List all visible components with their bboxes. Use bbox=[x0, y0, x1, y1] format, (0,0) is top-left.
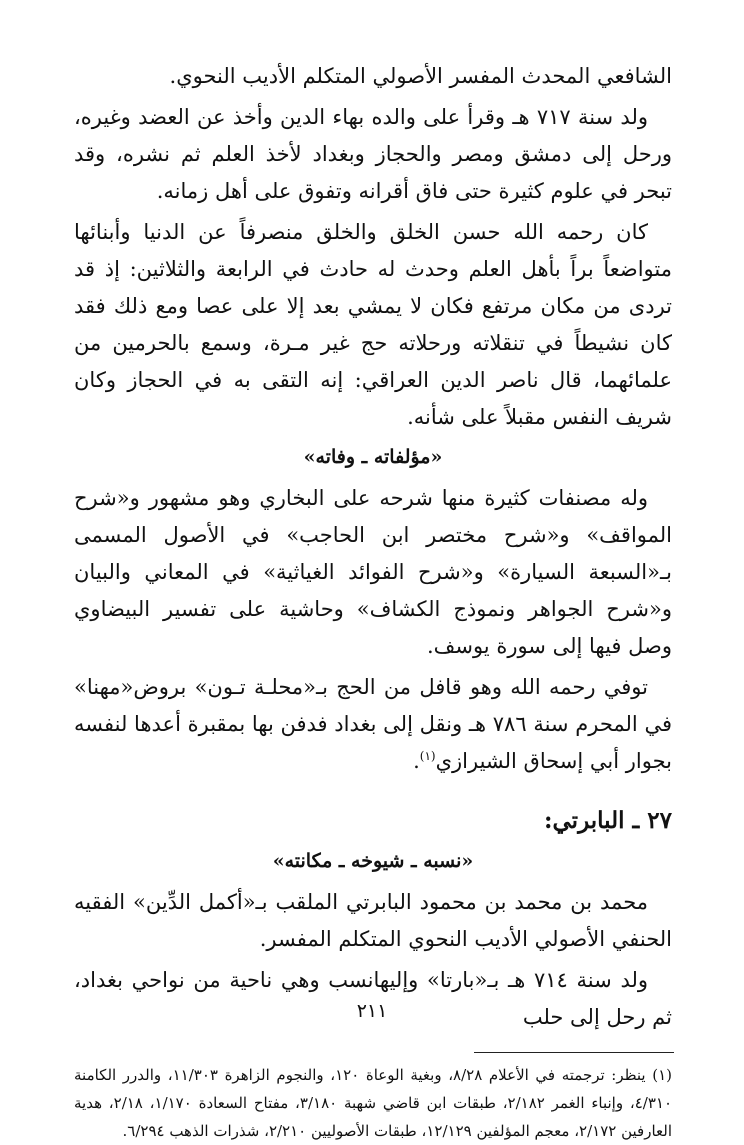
section-heading-lineage: «نسبه ـ شيوخه ـ مكانته» bbox=[272, 850, 474, 872]
paragraph-2: ولد سنة ٧١٧ هـ وقرأ على والده بهاء الدين وأخذ عن العضد وغيره، ورحل إلى دمشق ومصر والحجاز وبغداد لأخذ العلم ثم نشره، وقد تبحر في علوم كثيرة حتى فاق أقرانه وتفوق على أهل زمانه. bbox=[74, 105, 672, 203]
paragraph-4: وله مصنفات كثيرة منها شرحه على البخاري وهو مشهور و«شرح المواقف» و«شرح مختصر ابن الحاجب» في الأصول المسمى بـ«السبعة السيارة» و«شرح الفوائد الغياثية» في المعاني والبيان و«شرح الجواهر ونموذج الكشاف» وحاشية على تفسير البيضاوي وصل فيها إلى سورة يوسف. bbox=[74, 486, 672, 658]
section-heading-works-death: «مؤلفاته ـ وفاته» bbox=[303, 446, 443, 468]
footnote-text: (١) ينظر: ترجمته في الأعلام ٨/٢٨، وبغية الوعاة ١٢٠، والنجوم الزاهرة ١١/٣٠٣، والدرر الكامنة ٤/٣١٠، وإنباء الغمر ٢/١٨٢، طبقات ابن قاضي شهبة ٣/١٨٠، مفتاح السعادة ١/١٧٠، ٢/١٨، هدية العارفين ٢/١٧٢، معجم المؤلفين ١٢/١٢٩، طبقات الأصوليين ٢/٢١٠، شذرات الذهب ٦/٢٩٤. bbox=[74, 1066, 672, 1140]
paragraph-7: ولد سنة ٧١٤ هـ بـ«بارتا» وإليهانسب وهي ناحية من نواحي بغداد، ثم رحل إلى حلب bbox=[74, 968, 672, 1029]
paragraph-1: الشافعي المحدث المفسر الأصولي المتكلم الأديب النحوي. bbox=[169, 64, 672, 88]
paragraph-3: كان رحمه الله حسن الخلق والخلق منصرفاً عن الدنيا وأبنائها متواضعاً براً بأهل العلم وحدث له حادث في الرابعة والثلاثين: إذ قد تردى من مكان مرتفع فكان لا يمشي بعد إلا على عصا ومع ذلك فقد كان نشيطاً في تنقلاته ورحلاته حج غير مـرة، وسمع بالحرمين من علمائهما، قال ناصر الدين العراقي: إنه التقى به في الحجاز وكان شريف النفس مقبلاً على شأنه. bbox=[74, 220, 672, 429]
page-number: ٢١١ bbox=[356, 1000, 388, 1022]
footnote-divider bbox=[474, 1052, 674, 1053]
paragraph-5-end: . bbox=[413, 749, 420, 773]
footnote-marker: (١) bbox=[419, 749, 436, 763]
paragraph-6: محمد بن محمد بن محمود البابرتي الملقب بـ«أكمل الدِّين» الفقيه الحنفي الأصولي الأديب النحوي المتكلم المفسر. bbox=[74, 890, 672, 951]
paragraph-5-text: توفي رحمه الله وهو قافل من الحج بـ«محلـة تـون» بروض«مهنا» في المحرم سنة ٧٨٦ هـ ونقل إلى بغداد فدفن بها بمقبرة أعدها لنفسه بجوار أبي إسحاق الشيرازي bbox=[74, 675, 672, 773]
entry-heading-albabarti: ٢٧ ـ البابرتي: bbox=[544, 807, 672, 834]
paragraph-5 bbox=[74, 669, 672, 780]
